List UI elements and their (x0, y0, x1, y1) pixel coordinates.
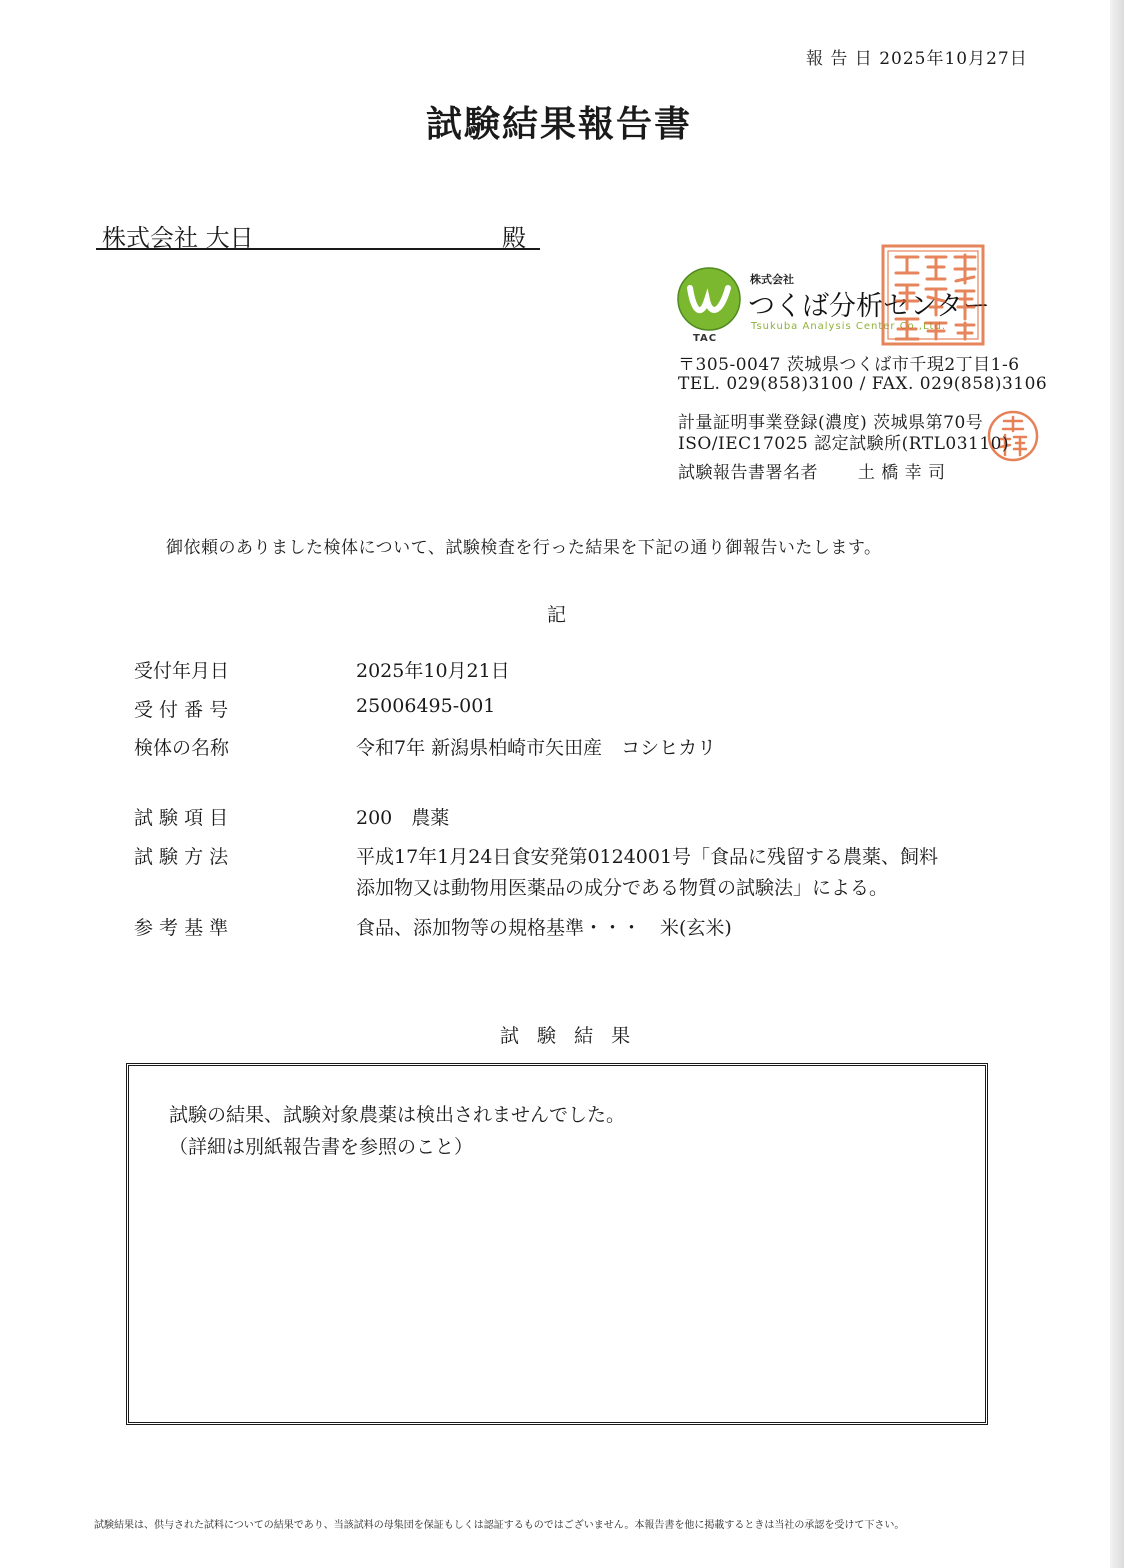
issuer-address: 〒305-0047 茨城県つくば市千現2丁目1-6 (678, 355, 1020, 375)
logo-abbr: TAC (693, 333, 718, 344)
field-label-reference-standard: 参 考 基 準 (134, 917, 229, 939)
company-seal-stamp (880, 243, 986, 347)
field-value-sample-name: 令和7年 新潟県柏崎市矢田産 コシヒカリ (356, 737, 717, 759)
tac-logo-icon (676, 266, 742, 332)
results-box (126, 1063, 988, 1425)
issuer-phone-fax: TEL. 029(858)3100 / FAX. 029(858)3106 (678, 374, 1048, 394)
field-value-test-item: 200 農薬 (356, 807, 450, 829)
results-heading: 試 験 結 果 (500, 1025, 637, 1047)
field-value-test-method-line2: 添加物又は動物用医薬品の成分である物質の試験法」による。 (356, 877, 889, 899)
logo-corporate-prefix: 株式会社 (750, 273, 794, 286)
field-label-test-item: 試 験 項 目 (134, 807, 229, 829)
signer-label: 試験報告書署名者 (678, 463, 818, 483)
logo-english: Tsukuba Analysis Center Co.,Ltd. (751, 321, 946, 332)
field-value-reference-standard: 食品、添加物等の規格基準・・・ 米(玄米) (356, 917, 732, 939)
field-value-test-method: 平成17年1月24日食安発第0124001号「食品に残留する農薬、飼料 (356, 846, 939, 868)
intro-text: 御依頼のありました検体について、試験検査を行った結果を下記の通り御報告いたします。 (166, 538, 882, 558)
addressee-honorific: 殿 (502, 224, 526, 252)
ki-heading: 記 (547, 604, 567, 626)
page-edge (1110, 0, 1124, 1568)
results-line-2: （詳細は別紙報告書を参照のこと） (169, 1136, 474, 1158)
field-label-receipt-number: 受 付 番 号 (134, 699, 229, 721)
footnote: 試験結果は、供与された試料についての結果であり、当該試料の母集団を保証もしくは認証するものではございません。本報告書を他に掲載するときは当社の承認を受けて下さい。 (94, 1520, 905, 1531)
field-label-receipt-date: 受付年月日 (134, 660, 230, 682)
page-title: 試験結果報告書 (425, 103, 692, 145)
issuer-signer (678, 458, 946, 483)
field-value-receipt-number: 25006495-001 (356, 695, 496, 717)
results-line-1: 試験の結果、試験対象農薬は検出されませんでした。 (169, 1104, 626, 1126)
issuer-registration: 計量証明事業登録(濃度) 茨城県第70号 (678, 413, 984, 433)
field-value-receipt-date: 2025年10月21日 (356, 660, 510, 682)
issuer-accreditation: ISO/IEC17025 認定試験所(RTL03110) (678, 434, 1010, 454)
addressee (96, 218, 540, 250)
addressee-company: 株式会社 大日 (102, 224, 254, 252)
field-label-test-method: 試 験 方 法 (134, 846, 229, 868)
signer-name: 土 橋 幸 司 (857, 463, 946, 483)
field-label-sample-name: 検体の名称 (134, 737, 230, 759)
report-date: 報 告 日 2025年10月27日 (806, 49, 1028, 69)
logo-name: つくば分析センター (748, 291, 990, 322)
